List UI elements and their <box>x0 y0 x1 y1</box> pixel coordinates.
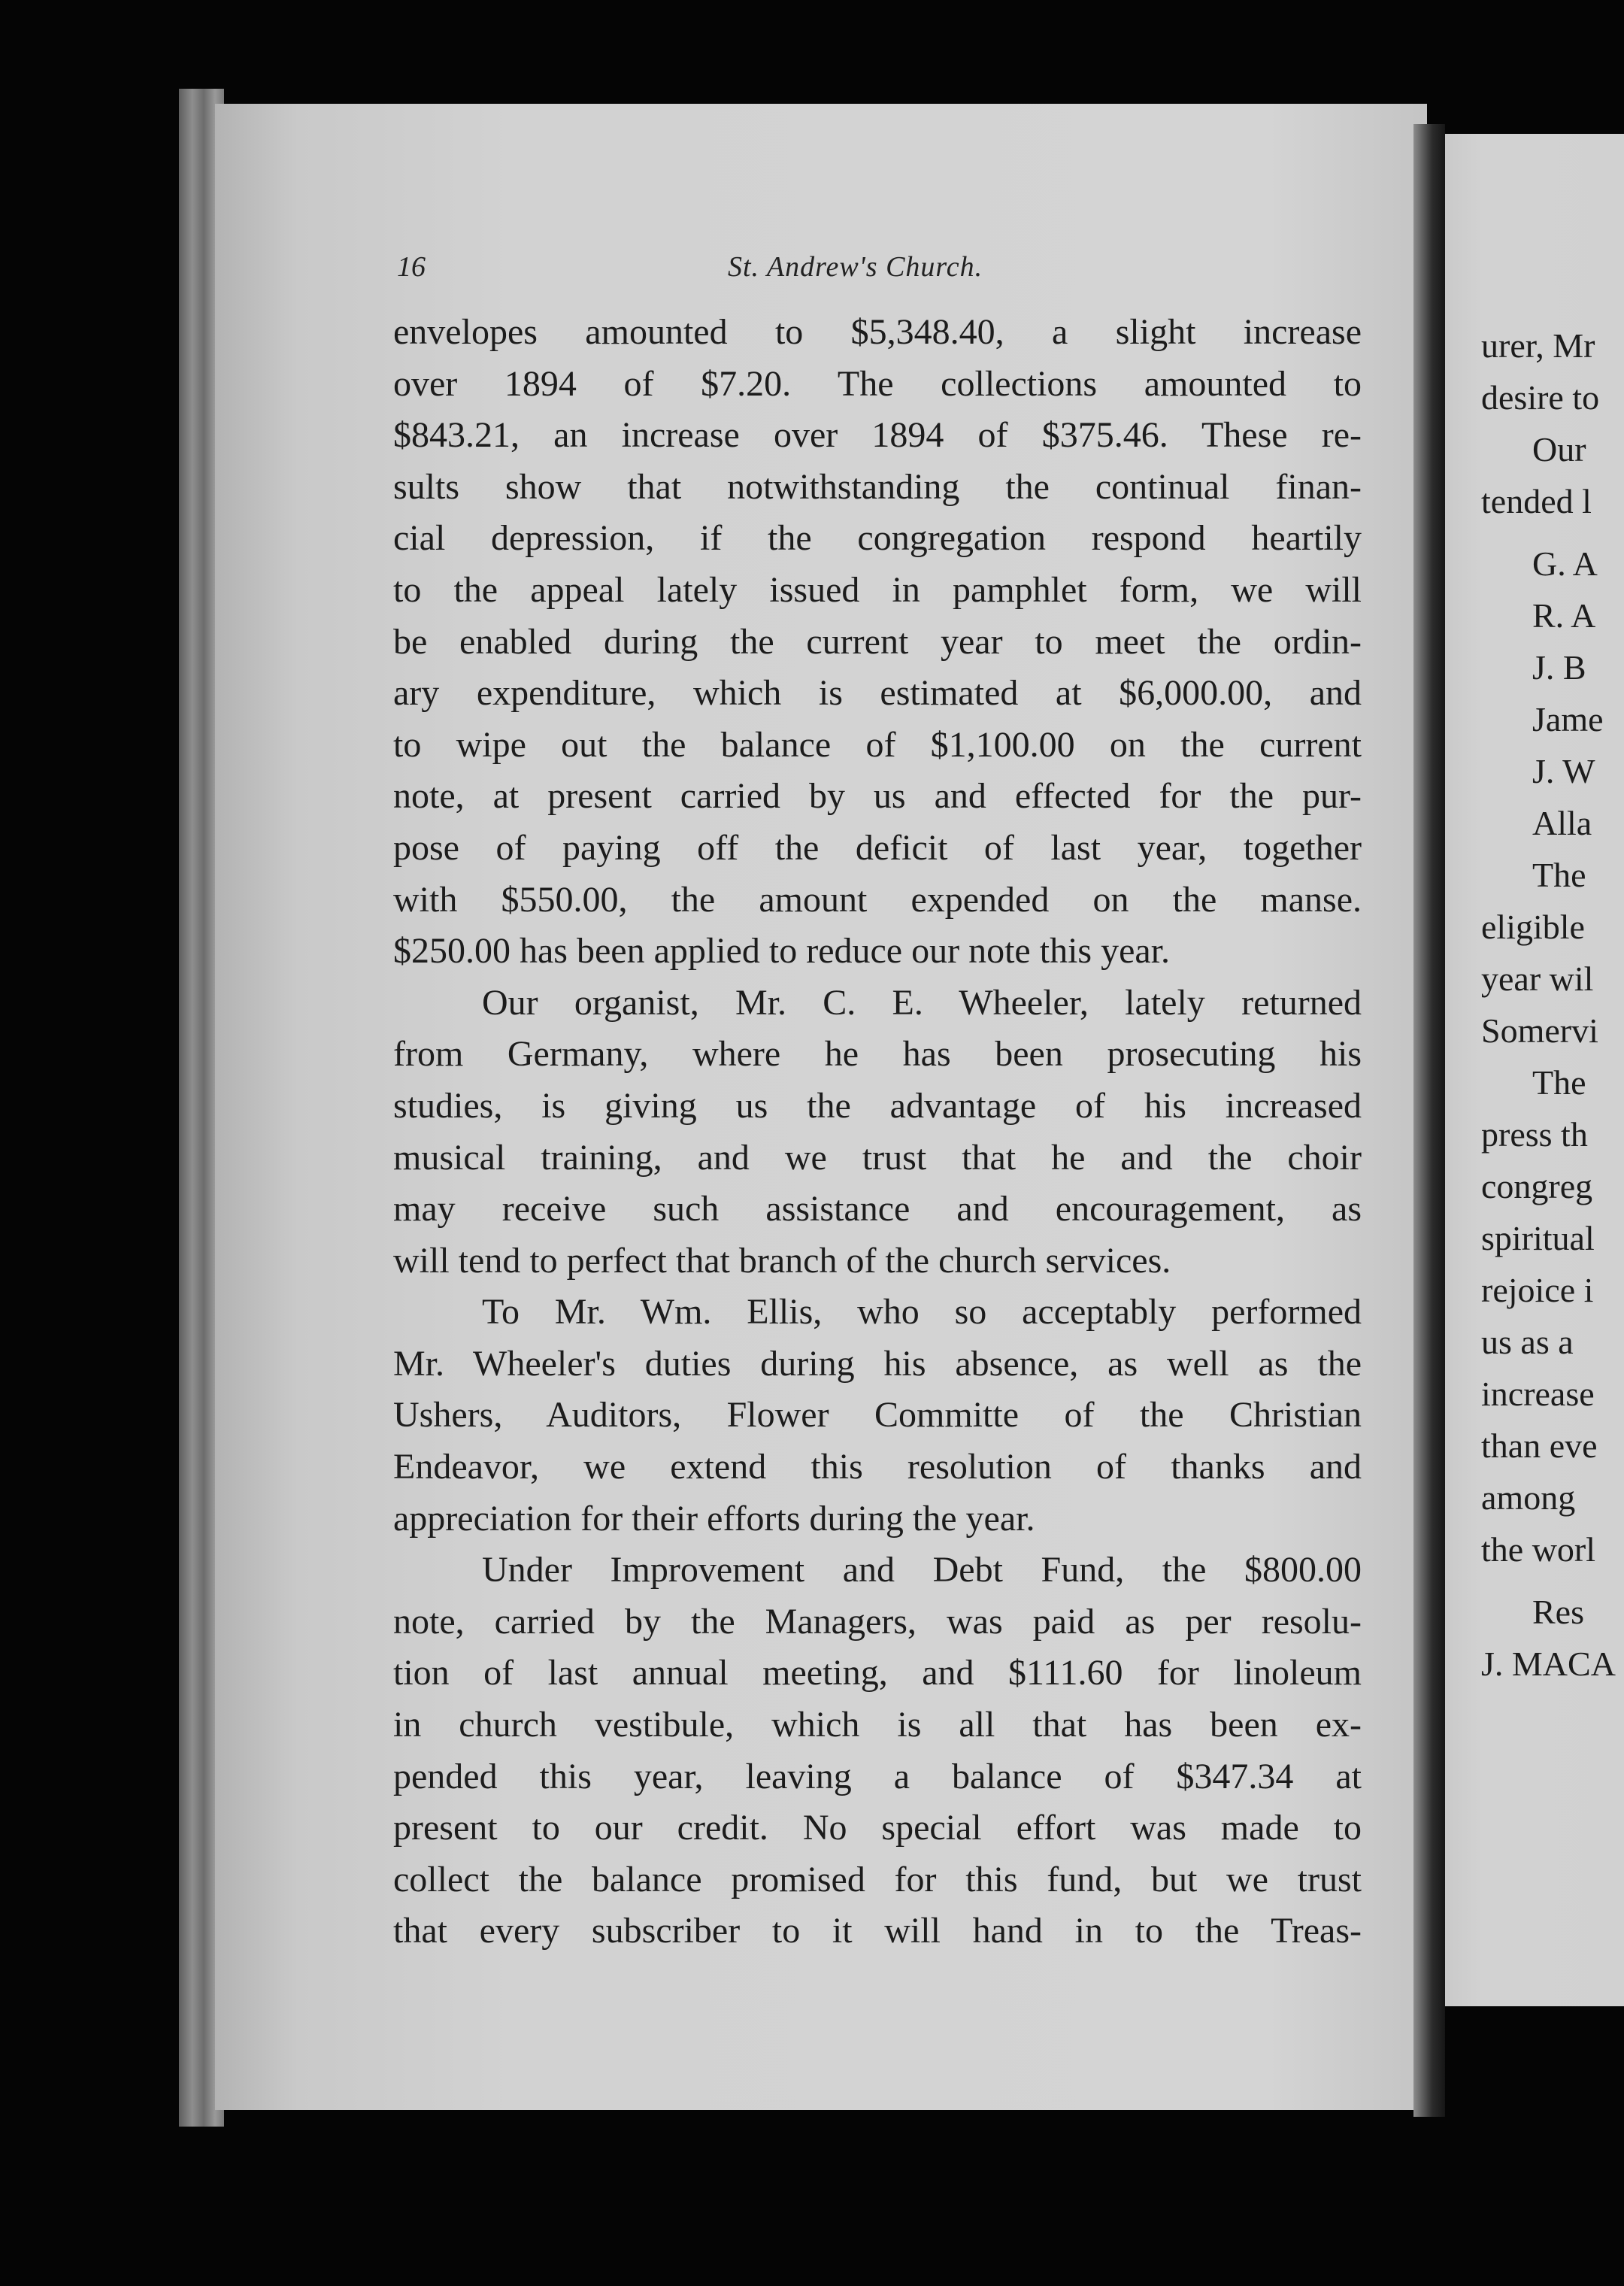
page-number: 16 <box>397 251 426 283</box>
text-line: present to our credit. No special effort was made to <box>393 1808 1362 1848</box>
text-line: among <box>1481 1478 1576 1517</box>
text-line: note, at present carried by us and effected for the pur- <box>393 776 1362 817</box>
text-line: press th <box>1481 1115 1588 1154</box>
text-line: than eve <box>1481 1426 1598 1465</box>
book-gutter <box>1413 124 1445 2117</box>
text-line: be enabled during the current year to meet the ordin- <box>393 621 1362 662</box>
text-line: us as a <box>1481 1323 1574 1361</box>
right-page-body <box>1481 320 1624 1690</box>
left-page-body <box>393 307 1362 1957</box>
page-header <box>397 250 1359 296</box>
running-head: St. Andrew's Church. <box>728 251 983 283</box>
text-line: cial depression, if the congregation respond heartily <box>393 518 1362 559</box>
text-line: urer, Mr <box>1481 326 1595 365</box>
paragraph-start: To Mr. Wm. Ellis, who so acceptably performed <box>482 1292 1362 1332</box>
text-line: rejoice i <box>1481 1271 1594 1309</box>
text-line: congreg <box>1481 1167 1593 1205</box>
text-line: tended l <box>1481 482 1592 520</box>
paragraph-start: Our <box>1532 430 1586 468</box>
text-line: spiritual <box>1481 1219 1595 1257</box>
list-item: Jame <box>1532 700 1604 738</box>
text-line: envelopes amounted to $5,348.40, a slight increase <box>393 312 1362 352</box>
text-line: with $550.00, the amount expended on the manse. <box>393 879 1362 920</box>
text-line: will tend to perfect that branch of the church services. <box>393 1240 1171 1281</box>
text-line: musical training, and we trust that he and the choir <box>393 1137 1362 1178</box>
text-line: $250.00 has been applied to reduce our note this year. <box>393 931 1171 972</box>
paragraph-start: The <box>1532 1063 1586 1102</box>
text-line: tion of last annual meeting, and $111.60 for linoleum <box>393 1653 1362 1693</box>
text-line: collect the balance promised for this fund, but we trust <box>393 1859 1362 1899</box>
text-line: ary expenditure, which is estimated at $6,000.00, and <box>393 673 1362 714</box>
text-line: sults show that notwithstanding the continual finan- <box>393 466 1362 507</box>
text-line: to wipe out the balance of $1,100.00 on the current <box>393 724 1362 765</box>
text-line: year wil <box>1481 960 1594 998</box>
closing-line: Res <box>1532 1593 1584 1631</box>
signature-line: J. MACA <box>1481 1645 1616 1683</box>
text-line: studies, is giving us the advantage of his increased <box>393 1085 1362 1126</box>
list-item: Alla <box>1532 804 1592 842</box>
text-line: may receive such assistance and encouragement, as <box>393 1189 1362 1229</box>
text-line: note, carried by the Managers, was paid as per resolu- <box>393 1601 1362 1642</box>
text-line: $843.21, an increase over 1894 of $375.46. These re- <box>393 415 1362 456</box>
list-item: J. B <box>1532 648 1586 687</box>
list-item: G. A <box>1532 544 1598 583</box>
text-line: desire to <box>1481 378 1600 417</box>
text-line: appreciation for their efforts during the year. <box>393 1498 1035 1539</box>
text-line: pended this year, leaving a balance of $347.34 at <box>393 1756 1362 1796</box>
list-item: R. A <box>1532 596 1596 635</box>
text-line: from Germany, where he has been prosecuting his <box>393 1034 1362 1075</box>
text-line: that every subscriber to it will hand in to the Treas- <box>393 1911 1362 1951</box>
paragraph-start: Our organist, Mr. C. E. Wheeler, lately returned <box>482 982 1362 1023</box>
text-line: increase <box>1481 1375 1595 1413</box>
paragraph-start: Under Improvement and Debt Fund, the $800.00 <box>482 1550 1362 1590</box>
text-line: eligible <box>1481 908 1585 946</box>
text-line: pose of paying off the deficit of last year, together <box>393 827 1362 868</box>
list-item: J. W <box>1532 752 1595 790</box>
text-line: Endeavor, we extend this resolution of thanks and <box>393 1447 1362 1487</box>
text-line: the worl <box>1481 1530 1596 1569</box>
text-line: to the appeal lately issued in pamphlet form, we will <box>393 569 1362 610</box>
text-line: Somervi <box>1481 1011 1598 1050</box>
text-line: Mr. Wheeler's duties during his absence, as well as the <box>393 1343 1362 1384</box>
text-line: in church vestibule, which is all that has been ex- <box>393 1705 1362 1745</box>
paragraph-start: The <box>1532 856 1586 894</box>
text-line: over 1894 of $7.20. The collections amounted to <box>393 363 1362 404</box>
text-line: Ushers, Auditors, Flower Committe of the Christian <box>393 1395 1362 1436</box>
